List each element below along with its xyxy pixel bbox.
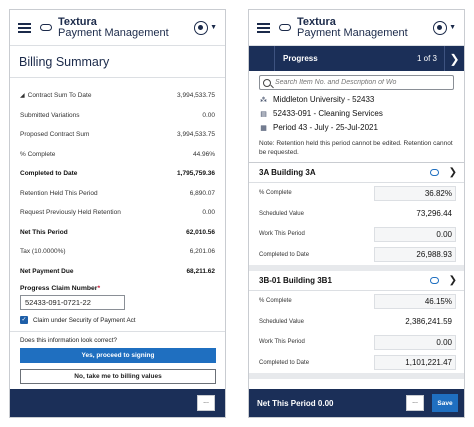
user-account-icon[interactable]	[194, 21, 208, 35]
line-item-field	[249, 224, 464, 245]
field-value[interactable]: 36.82%	[374, 186, 456, 201]
field-label: Work This Period	[259, 339, 305, 346]
chevron-down-icon[interactable]: ▼	[210, 24, 217, 31]
app-header	[249, 10, 464, 46]
contract-line: ▤ 52433-091 - Cleaning Services	[260, 109, 383, 118]
line-item-section	[249, 271, 464, 379]
line-item-field	[249, 245, 464, 266]
textura-logo-icon	[40, 24, 52, 31]
search-area	[249, 71, 464, 94]
document-icon: ▤	[260, 110, 267, 118]
textura-logo-icon	[279, 24, 291, 31]
field-value: 2,386,241.59	[374, 314, 456, 329]
field-value[interactable]: 0.00	[374, 335, 456, 350]
summary-label: Request Previously Held Retention	[20, 209, 121, 217]
save-button[interactable]: Save	[432, 394, 458, 412]
summary-label: ◢ Contract Sum To Date	[20, 92, 92, 100]
brand-name: Textura	[297, 15, 336, 28]
summary-value: 0.00	[202, 209, 215, 217]
chevron-right-icon[interactable]: ❯	[448, 167, 457, 178]
search-icon	[263, 79, 271, 87]
summary-row	[20, 164, 215, 184]
field-value[interactable]: 0.00	[374, 227, 456, 242]
summary-row[interactable]	[20, 86, 215, 106]
billing-summary-list	[10, 78, 225, 324]
summary-value: 6,890.07	[189, 189, 215, 197]
period-line: ▦ Period 43 - July - 25-Jul-2021	[260, 123, 378, 132]
line-item-title: 3A Building 3A	[259, 168, 316, 177]
user-account-icon[interactable]	[433, 21, 447, 35]
line-item-field	[249, 332, 464, 353]
summary-label: % Complete	[20, 150, 56, 158]
search-box[interactable]	[259, 75, 454, 90]
billing-values-button[interactable]: No, take me to billing values	[20, 369, 216, 384]
net-this-period: Net This Period 0.00	[257, 398, 334, 408]
billing-summary-screen	[9, 9, 226, 418]
required-marker: *	[97, 285, 101, 292]
field-label: Completed to Date	[259, 359, 310, 366]
progress-title: Progress	[283, 54, 318, 63]
hamburger-menu-icon[interactable]	[257, 23, 270, 33]
page-title: Billing Summary	[10, 46, 225, 78]
summary-row	[20, 145, 215, 165]
summary-value: 0.00	[202, 111, 215, 119]
more-options-button[interactable]: ...	[406, 395, 424, 411]
retention-note: Note: Retention held this period cannot be edited. Retention cannot be requested.	[249, 133, 464, 163]
line-item-field	[249, 353, 464, 374]
confirmation-question: Does this information look correct?	[20, 337, 117, 344]
more-options-button[interactable]: ...	[197, 395, 215, 411]
summary-label: Net Payment Due	[20, 267, 74, 275]
claim-number-label: Progress Claim Number*	[20, 285, 101, 292]
project-hierarchy-icon: ⁂	[260, 96, 267, 104]
chevron-down-icon[interactable]: ▼	[449, 24, 456, 31]
field-label: % Complete	[259, 190, 292, 197]
summary-row	[20, 242, 215, 262]
bottom-action-bar	[10, 389, 225, 417]
hamburger-menu-icon[interactable]	[18, 23, 31, 33]
field-value[interactable]: 46.15%	[374, 294, 456, 309]
summary-value: 6,201.06	[189, 248, 215, 256]
summary-label: Net This Period	[20, 228, 68, 236]
summary-row	[20, 184, 215, 204]
summary-label: Proposed Contract Sum	[20, 131, 90, 139]
field-value: 73,296.44	[374, 206, 456, 221]
field-value[interactable]: 26,988.93	[374, 247, 456, 262]
progress-screen	[248, 9, 465, 418]
line-item-field	[249, 312, 464, 333]
line-item-field	[249, 291, 464, 312]
field-label: % Complete	[259, 298, 292, 305]
next-arrow-icon[interactable]: ❯	[444, 46, 464, 71]
line-item-section	[249, 163, 464, 271]
checkbox-checked[interactable]: ✓	[21, 317, 27, 323]
comment-icon[interactable]	[430, 169, 439, 176]
summary-label: Tax (10.0000%)	[20, 248, 66, 256]
line-item-header[interactable]	[249, 271, 464, 291]
comment-icon[interactable]	[430, 277, 439, 284]
chevron-right-icon[interactable]: ❯	[448, 275, 457, 286]
progress-claim-number-input[interactable]	[20, 295, 125, 310]
bottom-action-bar	[249, 389, 464, 417]
proceed-to-signing-button[interactable]: Yes, proceed to signing	[20, 348, 216, 363]
line-item-field	[249, 183, 464, 204]
project-line: ⁂ Middleton University - 52433	[260, 95, 375, 104]
summary-value: 62,010.56	[186, 228, 215, 236]
previous-button[interactable]	[249, 46, 275, 71]
search-input[interactable]	[275, 79, 450, 86]
summary-value: 3,994,533.75	[177, 92, 215, 100]
field-label: Work This Period	[259, 231, 305, 238]
checkbox-label: Claim under Security of Payment Act	[33, 316, 136, 324]
brand-name: Textura	[58, 15, 97, 28]
summary-row	[20, 203, 215, 223]
page-counter: 1 of 3	[416, 54, 437, 63]
expand-triangle-icon[interactable]: ◢	[20, 93, 25, 100]
summary-value: 68,211.62	[186, 267, 215, 275]
summary-label: Completed to Date	[20, 170, 78, 178]
line-item-field	[249, 204, 464, 225]
app-header	[10, 10, 225, 46]
summary-value: 44.96%	[192, 150, 215, 158]
field-label: Scheduled Value	[259, 210, 304, 217]
summary-row	[20, 262, 215, 282]
field-value[interactable]: 1,101,221.47	[374, 355, 456, 370]
brand-subtitle: Payment Management	[58, 26, 169, 39]
summary-row	[20, 223, 215, 243]
summary-row	[20, 106, 215, 126]
calendar-icon: ▦	[260, 124, 267, 132]
summary-value: 1,795,759.36	[177, 170, 215, 178]
line-item-title: 3B-01 Building 3B1	[259, 276, 332, 285]
summary-row	[20, 125, 215, 145]
summary-label: Retention Held This Period	[20, 189, 98, 197]
summary-value: 3,994,533.75	[177, 131, 215, 139]
security-of-payment-checkbox-row[interactable]	[20, 316, 215, 324]
brand	[58, 17, 194, 39]
line-item-header[interactable]	[249, 163, 464, 183]
brand-subtitle: Payment Management	[297, 26, 408, 39]
field-label: Completed to Date	[259, 251, 310, 258]
summary-label: Submitted Variations	[20, 111, 80, 119]
brand	[297, 17, 433, 39]
progress-nav-bar	[249, 46, 464, 71]
field-label: Scheduled Value	[259, 318, 304, 325]
